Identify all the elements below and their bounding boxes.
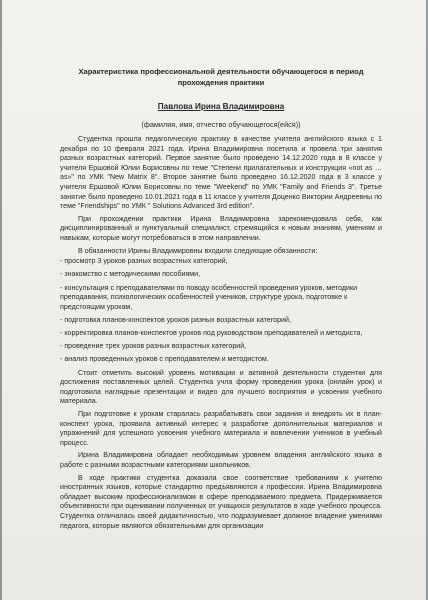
duties-list	[60, 257, 382, 365]
name-caption: (фамилия, имя, отчество обучающегося(ейся))	[141, 120, 301, 129]
paragraph-language-level: Ирина Владимировна обладает необходимым уровнем владения английского языка в работе с разными возрастными категориями школьников.	[60, 451, 382, 469]
list-item: - подготовка планов-конспектов уроков разных возрастных категорий,	[60, 315, 291, 324]
list-item: - консультация с преподавателями по поводу особенностей проведения уроков, методики преподавания, психологических особенностей учеников, структуре урока, подготовке к предстоящим урокам,	[60, 283, 358, 311]
paragraph-qualities: При прохождении практики Ирина Владимировна зарекомендовала себя, как дисциплинированный и пунктуальный специалист, стремящийся к новым знаниям, умениям и навыкам, которые могут потребоваться в этом направлении.	[60, 214, 382, 242]
paragraph-motivation: Стоит отметить высокий уровень мотивации и активной деятельности студентки для достижения поставленных целей. Студентка учла форму проведения урока (онлайн урок) и подготовила наглядные презентации и видео для лучшего восприятия и усвоения учебного материала.	[60, 368, 382, 406]
list-item: - анализ проведенных уроков с преподавателем и методистом.	[60, 355, 269, 364]
student-name: Павлова Ирина Владимировна	[157, 102, 285, 111]
list-item: - корректировка планов-конспектов уроков под руководством преподавателей и методиста,	[60, 329, 363, 338]
list-item: - просмотр 3 уроков разных возрастных категорий,	[60, 257, 228, 266]
list-item: - знакомство с методическими пособиями,	[60, 270, 201, 279]
paragraph-duties-intro: В обязанности Ирины Владимировны входили следующие обязанности:	[78, 246, 318, 255]
list-item: - проведение трех уроков разных возрастных категорий,	[60, 342, 247, 351]
paragraph-intro: Студентка прошла педагогическую практику в качестве учителя английского языка с 1 декабря по 10 февраля 2021 года. Ирина Владимировна посетила и провела три занятия разных возрастных категорий. Первое занятие было проведено 14.12.2020 года в 8 классе у учителя Ершовой Юлии Борисовны по теме "Степени прилагательных и конструкция «not as …as»" по УМК "New Matrix 8". Второе занятие было проведено 16.12.2020 года в 3 классе у учителя Ершовой Юлии Борисовны по теме "Weekend" по УМК "Family and Friends 3". Третье занятие было проведено 10.01.2021 года в 11 классе у учителя Доценко Виктории Андреевны по теме "Friendships" по УМК " Solutions Advanced 3rd edition".	[60, 135, 382, 211]
document-page	[2, 0, 426, 600]
paragraph-preparation: При подготовке к урокам старалась разрабатывать свои задания и внедрять их в план-конспект урока, проявила активный интерес к разработке дополнительных материалов и упражнений для успешного усвоения учебного материала и вовлечении учеников в учебный процесс.	[60, 410, 382, 447]
document-title: Характеристика профессиональной деятельности обучающегося в период прохождения практики	[78, 67, 364, 87]
paragraph-conclusion: В ходе практики студентка доказала свое соответствие требованиям к учителю иностранных языков, которые стандартно предъявляются к профессии. Ирина Владимировна обладает высоким профессионализмом в сфере преподаваемого предмета. Придерживается объективности при оценивании полученных от учащихся результатов в ходе учебного процесса. Студентка отличалась своей дидактичностью, что подразумевает должное владение умениями педагога, которые являются обязательными для организации	[60, 473, 382, 530]
